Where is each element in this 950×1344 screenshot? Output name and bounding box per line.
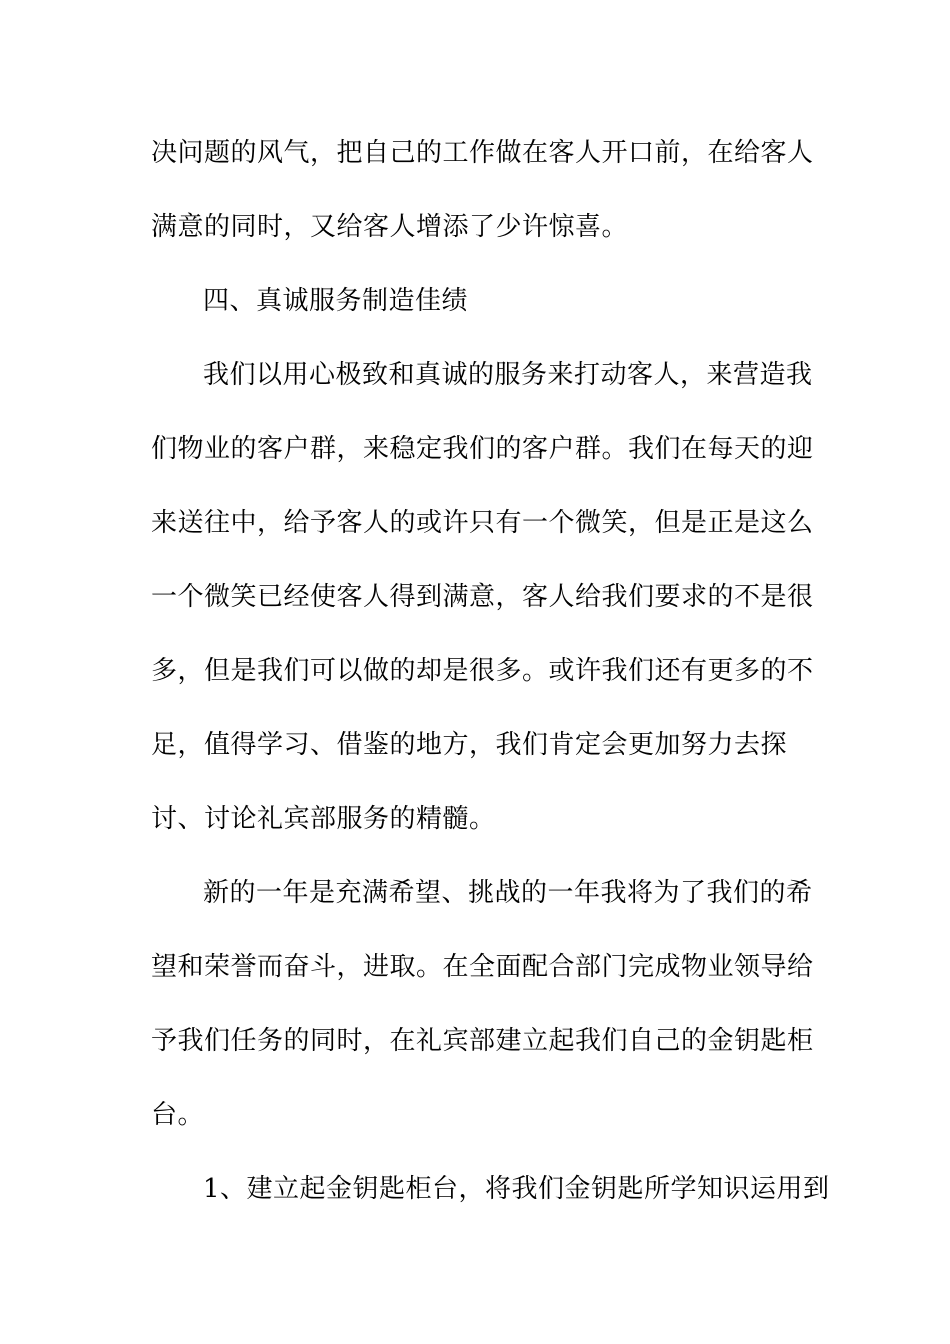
text-line: 予我们任务的同时，在礼宾部建立起我们自己的金钥匙柜 <box>151 1026 814 1056</box>
text-line: 们物业的客户群，来稳定我们的客户群。我们在每天的迎 <box>151 434 814 464</box>
text-line: 一个微笑已经使客人得到满意，客人给我们要求的不是很 <box>151 582 814 612</box>
section-heading: 四、真诚服务制造佳绩 <box>203 286 469 316</box>
text-line: 多，但是我们可以做的却是很多。或许我们还有更多的不 <box>151 656 814 686</box>
text-line: 来送往中，给予客人的或许只有一个微笑，但是正是这么 <box>151 508 814 538</box>
text-line: 足，值得学习、借鉴的地方，我们肯定会更加努力去探 <box>151 730 788 760</box>
text-line: 决问题的风气，把自己的工作做在客人开口前，在给客人 <box>151 138 814 168</box>
text-line: 新的一年是充满希望、挑战的一年我将为了我们的希 <box>203 878 813 908</box>
text-line: 满意的同时，又给客人增添了少许惊喜。 <box>151 212 629 242</box>
text-line: 讨、讨论礼宾部服务的精髓。 <box>151 804 496 834</box>
text-line: 我们以用心极致和真诚的服务来打动客人，来营造我 <box>203 360 813 390</box>
list-item: 1、建立起金钥匙柜台，将我们金钥匙所学知识运用到 <box>203 1174 830 1204</box>
text-line: 望和荣誉而奋斗，进取。在全面配合部门完成物业领导给 <box>151 952 814 982</box>
text-line: 台。 <box>151 1100 205 1130</box>
